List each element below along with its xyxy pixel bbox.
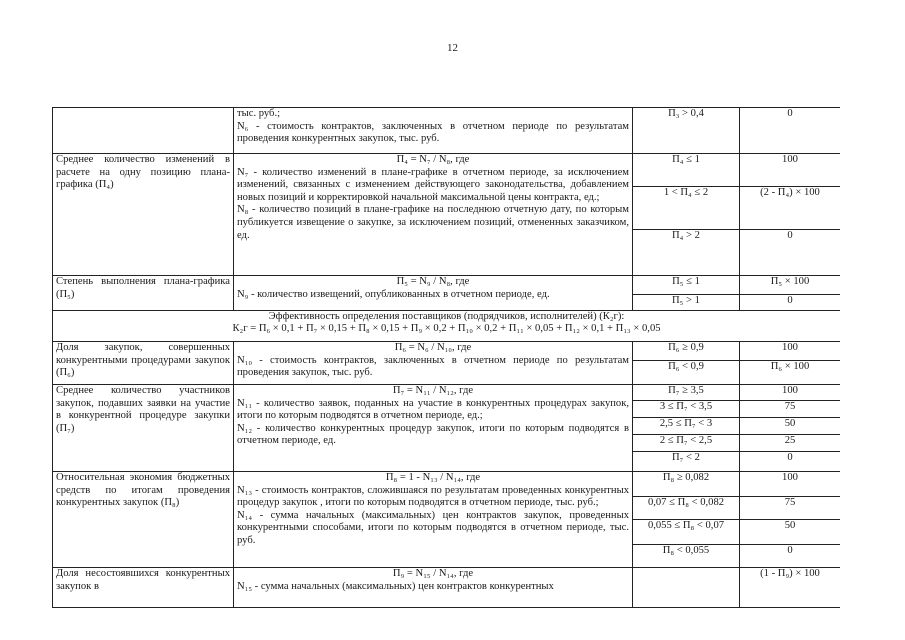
- formula-cell-p9: [234, 568, 633, 608]
- score-cell: 0: [740, 295, 841, 311]
- indicator-name-p6: Доля закупок, совершенных конкурентными процедурами закупок (П₆): [53, 342, 234, 385]
- formula-p4: П₄ = N₇ / N₈, где: [396, 154, 470, 165]
- condition-cell: П₈ < 0,055: [633, 545, 740, 568]
- formula-cell-p8: [234, 472, 633, 568]
- condition-cell: 2 ≤ П₇ < 2,5: [633, 435, 740, 452]
- unit-text: тыс. руб.;: [237, 108, 281, 119]
- section-header-row: [53, 311, 841, 342]
- n14-definition: N₁₄ - сумма начальных (максимальных) цен контрактов закупок, проведенных конкурентными способами, итоги по которым подводятся в отчетном периоде, тыс. руб.: [237, 509, 629, 546]
- table-row: [53, 568, 841, 608]
- formula-p6: П₆ = N₆ / N₁₀, где: [394, 342, 472, 353]
- condition-cell: П₄ ≤ 1: [633, 154, 740, 187]
- formula-cell-p7: [234, 385, 633, 472]
- condition-cell: П₃ > 0,4: [633, 108, 740, 154]
- n6-definition: N₆ - стоимость контрактов, заключенных в отчетном периоде по результатам проведения конкурентных закупок, тыс. руб.: [237, 120, 629, 145]
- formula-p8: П₈ = 1 - N₁₃ / N₁₄, где: [385, 472, 481, 483]
- score-cell: 100: [740, 472, 841, 497]
- condition-cell: П₅ ≤ 1: [633, 276, 740, 295]
- score-cell: 0: [740, 108, 841, 154]
- score-cell: 0: [740, 452, 841, 472]
- n12-definition: N₁₂ - количество конкурентных процедур закупок, итоги по которым подводятся в отчетном периоде, ед.: [237, 422, 629, 447]
- n15-definition: N₁₅ - сумма начальных (максимальных) цен контрактов конкурентных: [237, 580, 554, 592]
- formula-p9: П₉ = N₁₅ / N₁₄, где: [392, 568, 474, 579]
- score-cell: (1 - П₉) × 100: [740, 568, 841, 608]
- table-row: [53, 342, 841, 361]
- condition-cell: [633, 568, 740, 608]
- formula-p5: П₅ = N₉ / N₈, где: [396, 276, 470, 287]
- score-cell: 100: [740, 342, 841, 361]
- score-cell: 0: [740, 230, 841, 276]
- formula-cell-p4: [234, 154, 633, 276]
- indicator-name-p5: Степень выполнения плана-графика (П₅): [53, 276, 234, 311]
- page-number: 12: [447, 42, 458, 54]
- document-page: [52, 107, 840, 640]
- indicator-name-p7: Среднее количество участников закупок, подавших заявки на участие в конкурентной процедуре закупки (П₇): [53, 385, 234, 472]
- score-cell: 0: [740, 545, 841, 568]
- condition-cell: П₈ ≥ 0,082: [633, 472, 740, 497]
- table-row: [53, 385, 841, 401]
- n11-definition: N₁₁ - количество заявок, поданных на участие в конкурентных процедурах закупок, итоги по которым подводятся в отчетном периоде, ед.;: [237, 397, 629, 422]
- condition-cell: П₇ ≥ 3,5: [633, 385, 740, 401]
- score-cell: 50: [740, 418, 841, 435]
- score-cell: (2 - П₄) × 100: [740, 187, 841, 230]
- indicator-name-p4: Среднее количество изменений в расчете на одну позицию плана-графика (П₄): [53, 154, 234, 276]
- condition-cell: 2,5 ≤ П₇ < 3: [633, 418, 740, 435]
- condition-cell: П₄ > 2: [633, 230, 740, 276]
- score-cell: 75: [740, 497, 841, 520]
- section-formula: К₂г = П₆ × 0,1 + П₇ × 0,15 + П₈ × 0,15 + П₉ × 0,2 + П₁₀ × 0,2 + П₁₁ × 0,05 + П₁₂ × 0,1 + П₁₃ × 0,05: [232, 323, 661, 334]
- section-title: Эффективность определения поставщиков (подрядчиков, исполнителей) (К₂г):: [268, 311, 625, 322]
- n7-definition: N₇ - количество изменений в плане-графике в отчетном периоде, за исключением изменений, связанных с изменением действующего законодательства, добавлением новых позиций и корректировкой начальной максимальной цены контракта, ед.;: [237, 166, 629, 203]
- score-cell: П₆ × 100: [740, 361, 841, 385]
- indicator-name-p8: Относительная экономия бюджетных средств по итогам проведения конкурентных закупок (П₈): [53, 472, 234, 568]
- score-cell: 25: [740, 435, 841, 452]
- condition-cell: П₆ ≥ 0,9: [633, 342, 740, 361]
- condition-cell: П₅ > 1: [633, 295, 740, 311]
- formula-cell: [234, 108, 633, 154]
- formula-p7: П₇ = N₁₁ / N₁₂, где: [392, 385, 474, 396]
- section-header: [53, 311, 841, 342]
- n9-definition: N₉ - количество извещений, опубликованных в отчетном периоде, ед.: [237, 288, 550, 300]
- table-row: [53, 472, 841, 497]
- score-cell: 100: [740, 385, 841, 401]
- condition-cell: П₇ < 2: [633, 452, 740, 472]
- score-cell: П₅ × 100: [740, 276, 841, 295]
- table-row: [53, 108, 841, 154]
- score-cell: 50: [740, 520, 841, 545]
- condition-cell: 0,07 ≤ П₈ < 0,082: [633, 497, 740, 520]
- indicator-name-p9: Доля несостоявшихся конкурентных закупок в: [53, 568, 234, 608]
- condition-cell: 0,055 ≤ П₈ < 0,07: [633, 520, 740, 545]
- indicators-table: [52, 107, 840, 608]
- n8-definition: N₈ - количество позиций в плане-графике на последнюю отчетную дату, по которым публикуется извещение о закупке, за исключением позиций, отмененных заказчиком, ед.: [237, 204, 629, 241]
- score-cell: 75: [740, 401, 841, 418]
- formula-cell-p6: [234, 342, 633, 385]
- table-row: [53, 154, 841, 187]
- indicator-name-cell: [53, 108, 234, 154]
- n10-definition: N₁₀ - стоимость контрактов, заключенных в отчетном периоде по результатам проведения закупок, тыс. руб.: [237, 354, 629, 379]
- formula-cell-p5: [234, 276, 633, 311]
- table-row: [53, 276, 841, 295]
- score-cell: 100: [740, 154, 841, 187]
- condition-cell: 3 ≤ П₇ < 3,5: [633, 401, 740, 418]
- n13-definition: N₁₃ - стоимость контрактов, сложившаяся по результатам проведенных конкурентных процедур закупок , итоги по которым подводятся в отчетном периоде, тыс. руб.;: [237, 484, 629, 509]
- condition-cell: 1 < П₄ ≤ 2: [633, 187, 740, 230]
- condition-cell: П₆ < 0,9: [633, 361, 740, 385]
